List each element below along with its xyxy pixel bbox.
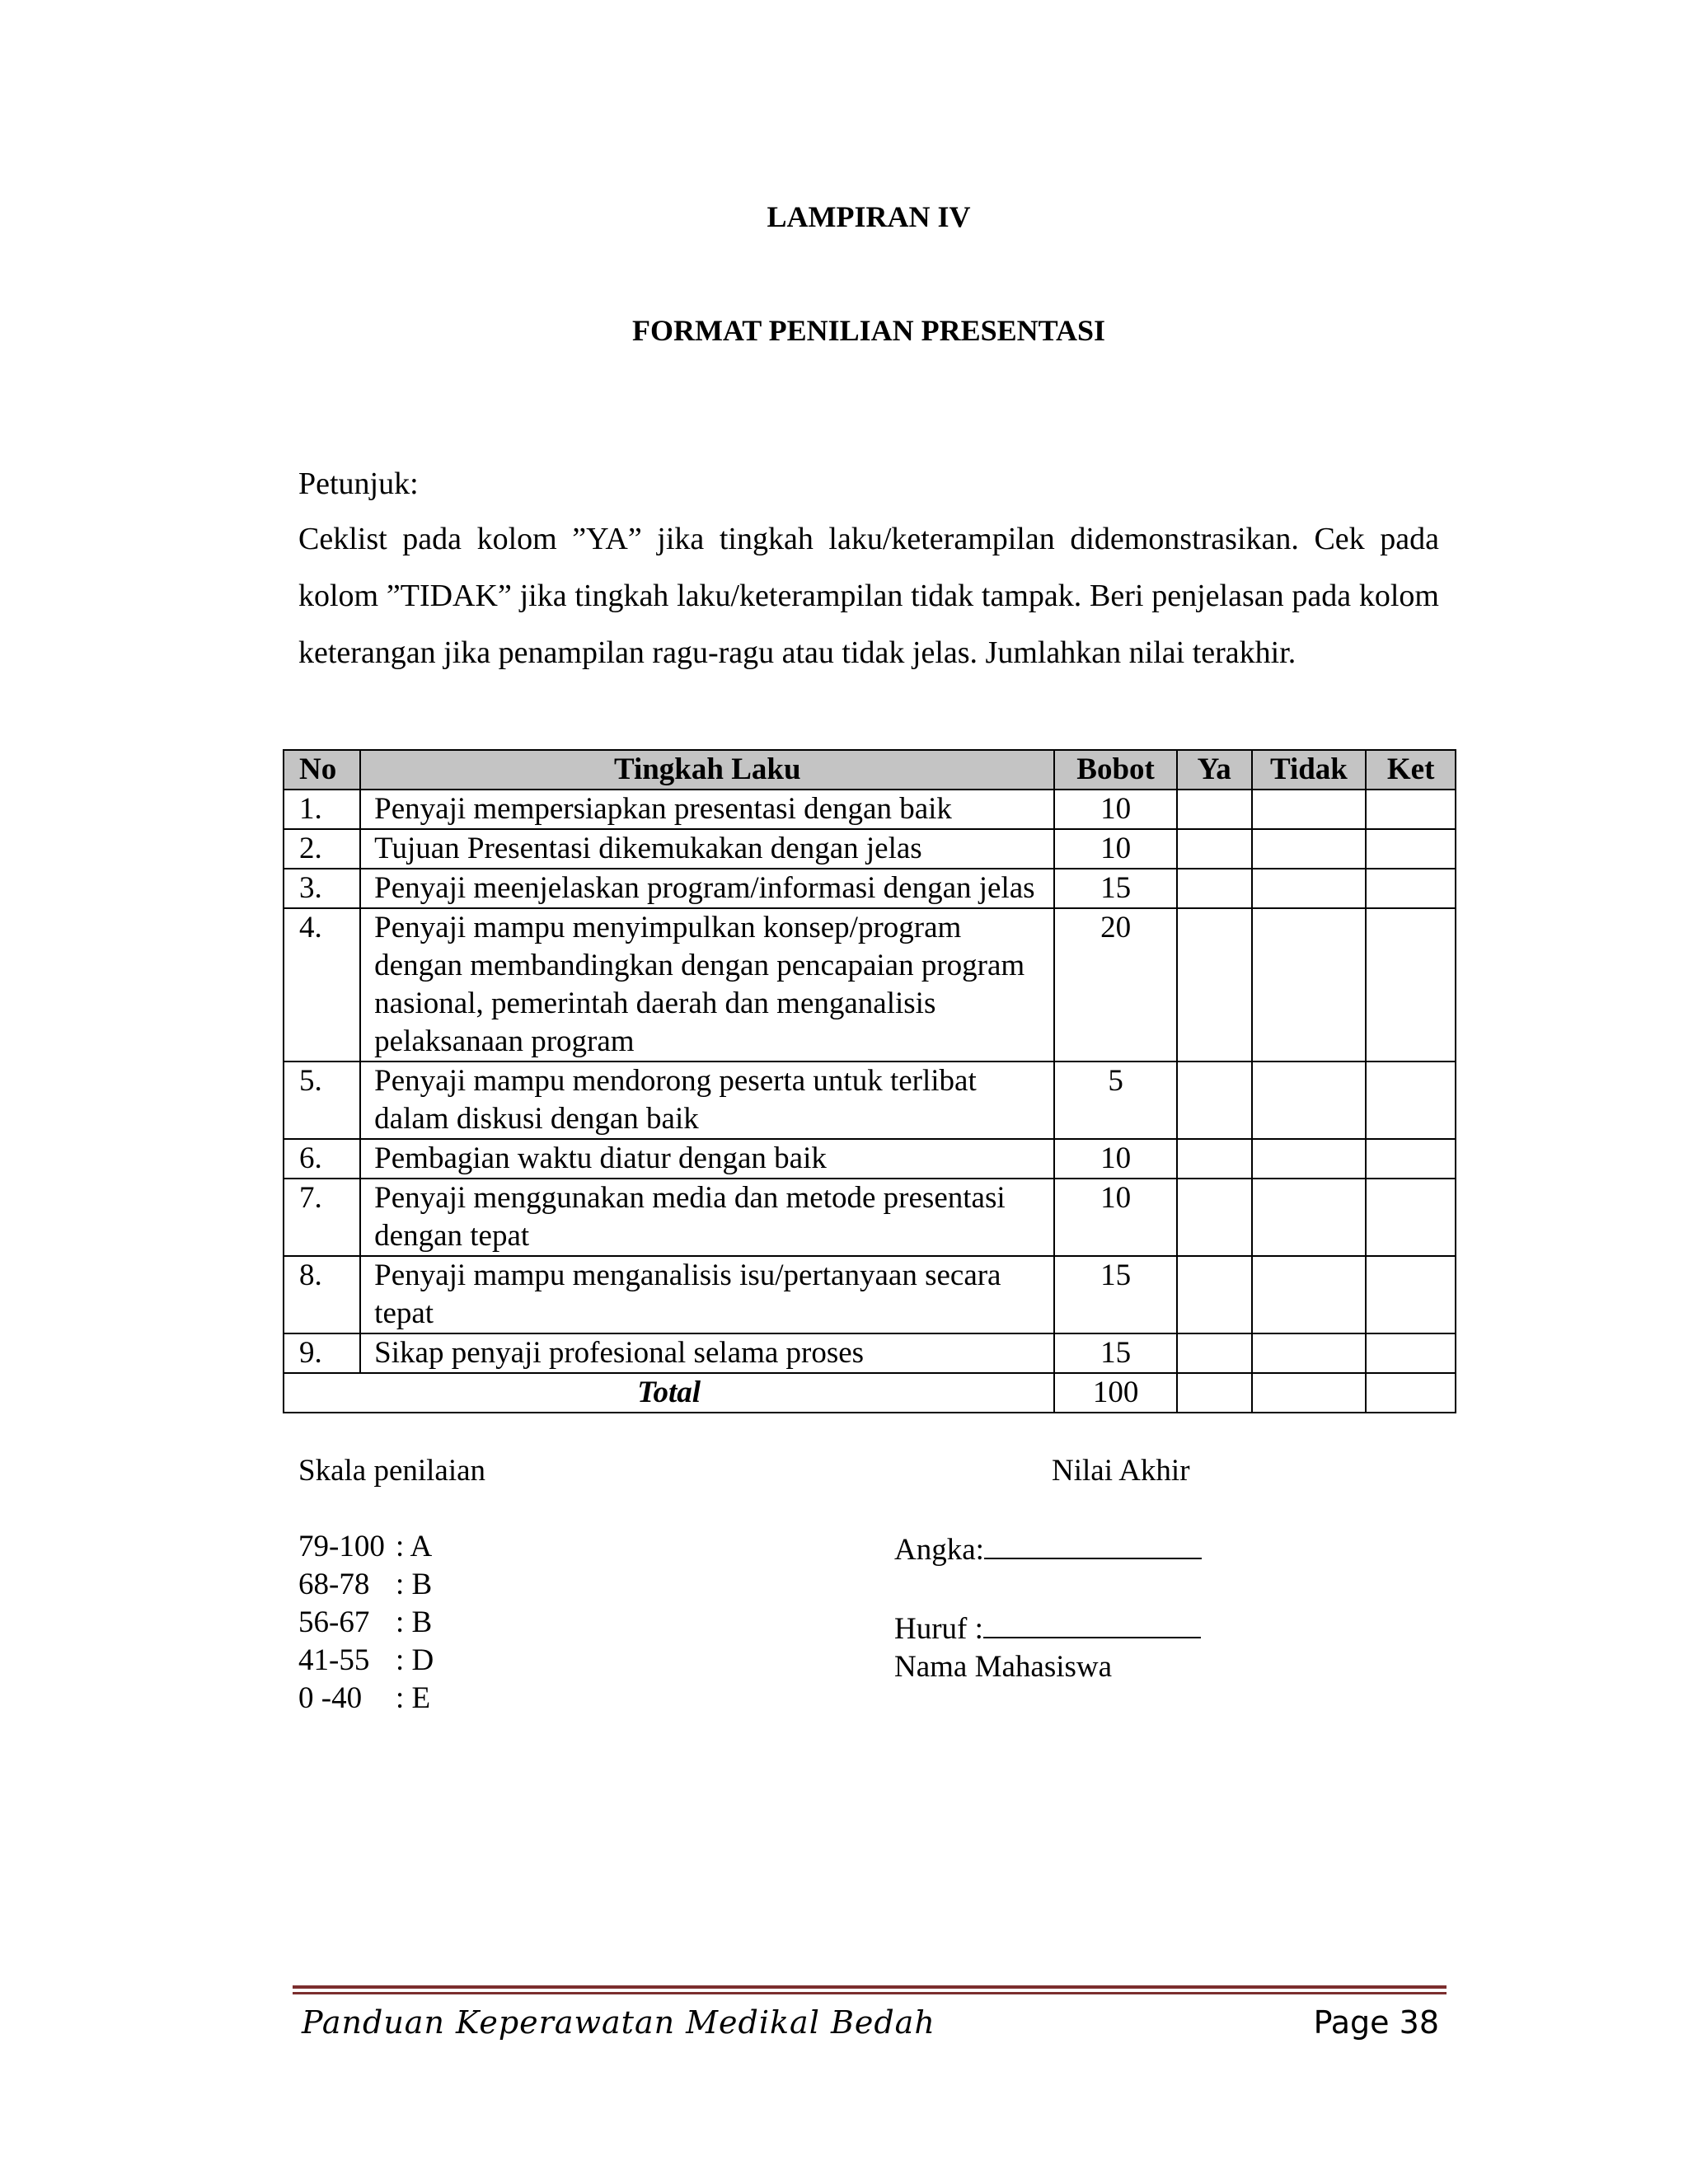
scale-item	[298, 1528, 434, 1566]
total-label: Total	[284, 1373, 1054, 1413]
form-title: FORMAT PENILIAN PRESENTASI	[631, 314, 1106, 347]
row-behavior: Sikap penyaji profesional selama proses	[360, 1333, 1054, 1373]
table-row	[284, 790, 1456, 829]
yes-check-cell[interactable]	[1177, 1333, 1252, 1373]
row-number: 7.	[284, 1179, 360, 1256]
yes-check-cell[interactable]	[1177, 869, 1252, 908]
row-weight: 10	[1054, 1179, 1177, 1256]
no-check-cell[interactable]	[1252, 1256, 1367, 1333]
note-cell[interactable]	[1366, 1256, 1456, 1333]
note-cell[interactable]	[1366, 1062, 1456, 1139]
no-total-cell[interactable]	[1252, 1373, 1367, 1413]
scale-range: 79-100	[298, 1530, 385, 1563]
no-check-cell[interactable]	[1252, 1333, 1367, 1373]
row-number: 5.	[284, 1062, 360, 1139]
yes-check-cell[interactable]	[1177, 1062, 1252, 1139]
row-behavior: Penyaji mempersiapkan presentasi dengan baik	[360, 790, 1054, 829]
row-weight: 20	[1054, 908, 1177, 1062]
row-number: 3.	[284, 869, 360, 908]
yes-check-cell[interactable]	[1177, 790, 1252, 829]
row-behavior: Penyaji mampu menyimpulkan konsep/program dengan membandingkan dengan pencapaian program nasional, pemerintah daerah dan menganalisis pelaksanaan program	[360, 908, 1054, 1062]
no-check-cell[interactable]	[1252, 1139, 1367, 1179]
scale-item	[298, 1604, 434, 1642]
yes-check-cell[interactable]	[1177, 829, 1252, 869]
no-check-cell[interactable]	[1252, 829, 1367, 869]
header-note: Ket	[1366, 750, 1456, 790]
no-check-cell[interactable]	[1252, 1062, 1367, 1139]
total-weight: 100	[1054, 1373, 1177, 1413]
header-behavior: Tingkah Laku	[360, 750, 1054, 790]
table-row	[284, 1333, 1456, 1373]
footer-title: Panduan Keperawatan Medikal Bedah	[302, 2004, 935, 2041]
note-cell[interactable]	[1366, 869, 1456, 908]
table-row	[284, 908, 1456, 1062]
grading-scale-list	[298, 1528, 434, 1718]
scale-grade: : A	[396, 1530, 433, 1563]
final-score-label: Nilai Akhir	[1052, 1454, 1190, 1488]
instructions-text: Ceklist pada kolom ”YA” jika tingkah laku/keterampilan didemonstrasikan. Cek pada kolom ”TIDAK” jika tingkah laku/keterampilan tidak tampak. Beri penjelasan pada kolom keterangan jika penampilan ragu-ragu atau tidak jelas. Jumlahkan nilai terakhir.	[298, 522, 1439, 670]
row-number: 9.	[284, 1333, 360, 1373]
row-number: 2.	[284, 829, 360, 869]
table-row	[284, 1179, 1456, 1256]
instructions-label: Petunjuk:	[298, 466, 419, 501]
yes-check-cell[interactable]	[1177, 1256, 1252, 1333]
note-cell[interactable]	[1366, 790, 1456, 829]
row-weight: 15	[1054, 1256, 1177, 1333]
row-behavior: Penyaji mampu mendorong peserta untuk terlibat dalam diskusi dengan baik	[360, 1062, 1054, 1139]
score-table	[283, 749, 1456, 1413]
table-row	[284, 869, 1456, 908]
note-cell[interactable]	[1366, 908, 1456, 1062]
scale-item	[298, 1680, 434, 1718]
row-number: 1.	[284, 790, 360, 829]
row-weight: 10	[1054, 829, 1177, 869]
note-cell[interactable]	[1366, 1139, 1456, 1179]
number-score-field	[894, 1528, 1202, 1569]
table-row	[284, 829, 1456, 869]
total-row	[284, 1373, 1456, 1413]
header-yes: Ya	[1177, 750, 1252, 790]
table-row	[284, 1139, 1456, 1179]
row-behavior: Penyaji meenjelaskan program/informasi dengan jelas	[360, 869, 1054, 908]
spacer-line	[894, 1569, 1202, 1607]
scale-grade: : B	[396, 1605, 433, 1639]
final-score-fields	[894, 1528, 1202, 1686]
row-weight: 10	[1054, 790, 1177, 829]
row-weight: 5	[1054, 1062, 1177, 1139]
table-row	[284, 1256, 1456, 1333]
grading-scale-label: Skala penilaian	[298, 1454, 486, 1488]
note-total-cell[interactable]	[1366, 1373, 1456, 1413]
header-no: No	[284, 750, 360, 790]
row-weight: 15	[1054, 869, 1177, 908]
header-no-check: Tidak	[1252, 750, 1367, 790]
scale-item	[298, 1642, 434, 1680]
footer-divider	[293, 1985, 1447, 1994]
scale-item	[298, 1566, 434, 1604]
row-weight: 10	[1054, 1139, 1177, 1179]
scale-grade: : D	[396, 1643, 434, 1677]
page-title: LAMPIRAN IV	[767, 200, 971, 233]
no-check-cell[interactable]	[1252, 1179, 1367, 1256]
letter-score-field	[894, 1607, 1202, 1648]
yes-total-cell[interactable]	[1177, 1373, 1252, 1413]
scale-range: 56-67	[298, 1605, 370, 1639]
number-score-blank[interactable]	[984, 1528, 1202, 1559]
note-cell[interactable]	[1366, 1179, 1456, 1256]
row-number: 8.	[284, 1256, 360, 1333]
row-behavior: Penyaji menggunakan media dan metode presentasi dengan tepat	[360, 1179, 1054, 1256]
no-check-cell[interactable]	[1252, 869, 1367, 908]
note-cell[interactable]	[1366, 1333, 1456, 1373]
yes-check-cell[interactable]	[1177, 1179, 1252, 1256]
table-header-row	[284, 750, 1456, 790]
table-row	[284, 1062, 1456, 1139]
header-weight: Bobot	[1054, 750, 1177, 790]
row-behavior: Penyaji mampu menganalisis isu/pertanyaan secara tepat	[360, 1256, 1054, 1333]
yes-check-cell[interactable]	[1177, 1139, 1252, 1179]
row-weight: 15	[1054, 1333, 1177, 1373]
no-check-cell[interactable]	[1252, 790, 1367, 829]
row-behavior: Pembagian waktu diatur dengan baik	[360, 1139, 1054, 1179]
row-number: 4.	[284, 908, 360, 1062]
scale-grade: : E	[396, 1681, 431, 1715]
scale-range: 0 -40	[298, 1681, 363, 1715]
scale-range: 68-78	[298, 1568, 370, 1601]
student-name-label: Nama Mahasiswa	[894, 1650, 1113, 1684]
row-number: 6.	[284, 1139, 360, 1179]
scale-range: 41-55	[298, 1643, 370, 1677]
number-score-label: Angka:	[894, 1533, 984, 1567]
no-check-cell[interactable]	[1252, 908, 1367, 1062]
letter-score-blank[interactable]	[983, 1607, 1201, 1638]
yes-check-cell[interactable]	[1177, 908, 1252, 1062]
scale-grade: : B	[396, 1568, 433, 1601]
letter-score-label: Huruf :	[894, 1612, 983, 1646]
row-behavior: Tujuan Presentasi dikemukakan dengan jelas	[360, 829, 1054, 869]
note-cell[interactable]	[1366, 829, 1456, 869]
page-number: Page 38	[1313, 2004, 1439, 2041]
